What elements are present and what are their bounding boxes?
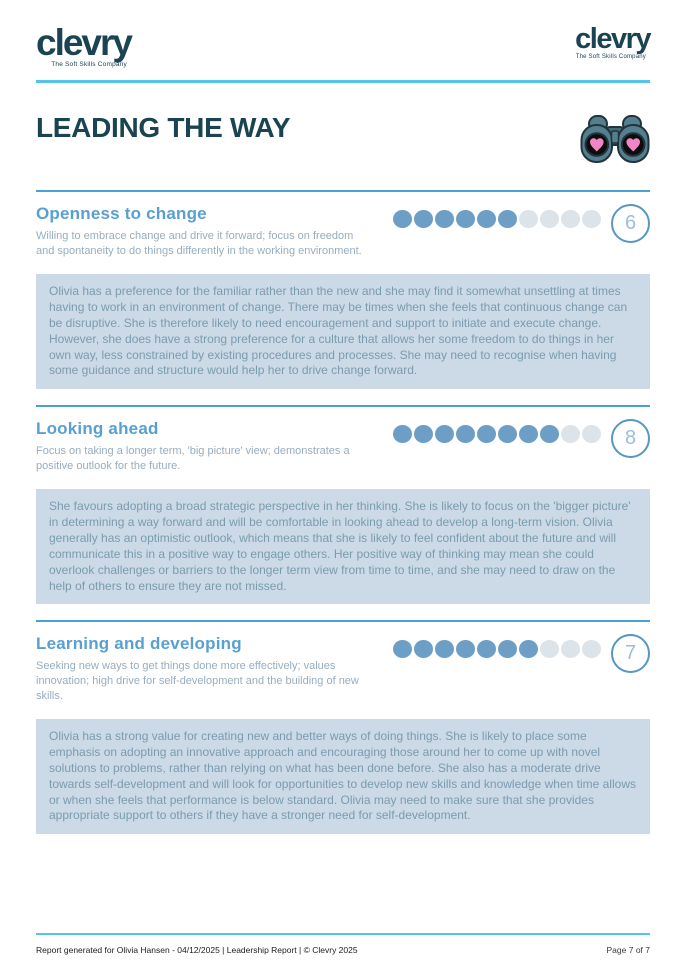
competency-section (36, 190, 650, 389)
score-circle (611, 204, 650, 243)
section-title: Looking ahead (36, 419, 159, 439)
section-info (36, 204, 376, 258)
competency-section (36, 620, 650, 834)
rating-dot-filled (498, 640, 517, 658)
section-description: Focus on taking a longer term, 'big picture' view; demonstrates a positive outlook for the future. (36, 445, 350, 472)
rating-dot-filled (456, 640, 475, 658)
clevry-logo-left (36, 22, 131, 69)
section-description: Willing to embrace change and drive it forward; focus on freedom and spontaneity to do things differently in the working environment. (36, 230, 362, 257)
rating-scale (393, 634, 650, 673)
clevry-logo-text: clevry (36, 22, 131, 63)
rating-dot-empty (561, 640, 580, 658)
section-narrative: Olivia has a preference for the familiar rather than the new and she may find it somewhat unsettling at times having to work in an environment of change. There may be times when she feels that continuous change can be disruptive. She is therefore likely to need encouragement and support to initiate and execute change. However, she does have a strong preference for a culture that allows her some freedom to do things in her own way, less constrained by existing procedures and processes. She may need to recognise when having some guidance and structure would help her to drive change forward. (36, 274, 650, 389)
rating-dot-filled (435, 425, 454, 443)
rating-dot-filled (414, 210, 433, 228)
score-value: 8 (624, 427, 637, 450)
section-description: Seeking new ways to get things done more effectively; values innovation; high drive for self-development and the building of new skills. (36, 660, 359, 702)
title-row (36, 112, 650, 170)
rating-dot-empty (519, 210, 538, 228)
section-info (36, 634, 376, 703)
section-narrative: Olivia has a strong value for creating new and better ways of doing things. She is likely to place some emphasis on adopting an innovative approach and encouraging those around her to come up with novel solutions to problems, rather than relying on what has been done before. She also has a moderate drive towards self-development and will look for opportunities to develop new skills and knowledge when time allows or when she feels that performance is below standard. Olivia may need to make sure that she provides appropriate support to others if they have a stronger need for self-development. (36, 719, 650, 834)
rating-dot-empty (540, 640, 559, 658)
clevry-logo-tagline: The Soft Skills Company (575, 54, 646, 61)
rating-dot-filled (519, 640, 538, 658)
section-divider (36, 405, 650, 407)
rating-scale (393, 204, 650, 243)
rating-dot-filled (393, 425, 412, 443)
sections-container (36, 190, 650, 834)
section-head (36, 634, 650, 703)
footer-row (36, 945, 650, 955)
rating-dot-filled (477, 210, 496, 228)
rating-dot-empty (561, 425, 580, 443)
clevry-logo-text: clevry (575, 23, 650, 55)
section-divider (36, 190, 650, 192)
rating-dot-filled (456, 210, 475, 228)
rating-dot-filled (435, 640, 454, 658)
section-info (36, 419, 376, 473)
rating-dot-filled (393, 640, 412, 658)
page-number: Page 7 of 7 (606, 945, 650, 955)
section-title: Learning and developing (36, 634, 242, 654)
rating-dot-filled (435, 210, 454, 228)
rating-scale (393, 419, 650, 458)
score-value: 6 (624, 212, 637, 234)
rating-dot-empty (540, 210, 559, 228)
rating-dot-empty (582, 210, 601, 228)
rating-dot-filled (393, 210, 412, 228)
rating-dot-filled (414, 640, 433, 658)
clevry-logo-tagline: The Soft Skills Company (51, 61, 127, 69)
section-title: Openness to change (36, 204, 207, 223)
section-divider (36, 620, 650, 622)
rating-dot-filled (477, 640, 496, 658)
score-circle (611, 634, 650, 673)
section-head (36, 204, 650, 258)
competency-section (36, 405, 650, 604)
header-divider (36, 80, 650, 83)
rating-dot-empty (582, 640, 601, 658)
rating-dot-filled (540, 425, 559, 443)
rating-dot-filled (456, 425, 475, 443)
rating-dots (393, 210, 601, 228)
score-circle (611, 419, 650, 458)
rating-dot-filled (519, 425, 538, 443)
clevry-logo-right (575, 23, 650, 61)
rating-dots (393, 425, 601, 443)
rating-dot-filled (414, 425, 433, 443)
footer-divider (36, 933, 650, 935)
rating-dot-filled (498, 425, 517, 443)
section-head (36, 419, 650, 473)
header (36, 22, 650, 80)
binoculars-icon (580, 114, 650, 164)
rating-dot-filled (477, 425, 496, 443)
footer-report-info: Report generated for Olivia Hansen - 04/12/2025 | Leadership Report | © Clevry 2025 (36, 945, 358, 955)
page-title: LEADING THE WAY (36, 112, 291, 143)
rating-dots (393, 640, 601, 658)
rating-dot-empty (582, 425, 601, 443)
footer (36, 933, 650, 955)
rating-dot-empty (561, 210, 580, 228)
score-value: 7 (624, 642, 637, 665)
rating-dot-filled (498, 210, 517, 228)
section-narrative: She favours adopting a broad strategic perspective in her thinking. She is likely to focus on the 'bigger picture' in determining a way forward and will be comfortable in looking ahead to develop a long-term vision. Olivia generally has an optimistic outlook, which means that she is likely to feel confident about the future and will communicate this in a positive way to engage others. Her positive way of thinking may mean she could overlook challenges or barriers to the longer term view from time to time, and she may need to draw on the help of others to ensure they are not missed. (36, 489, 650, 604)
